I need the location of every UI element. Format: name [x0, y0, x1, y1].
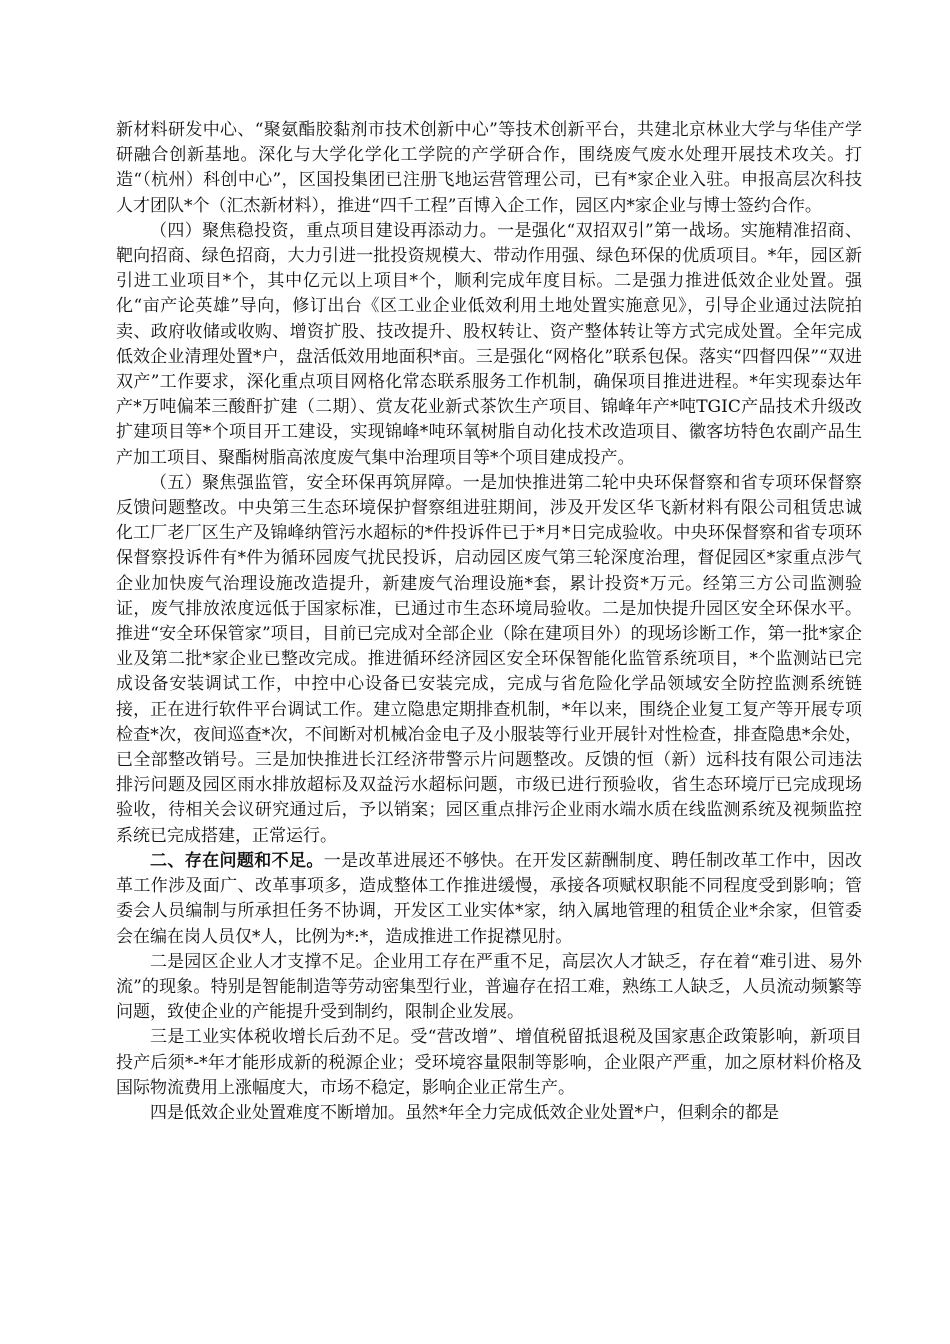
paragraph-talent: 二是园区企业人才支撑不足。企业用工存在严重不足，高层次人才缺乏，存在着“难引进、易外流”的现象。特别是智能制造等劳动密集型行业，普遍存在招工难，熟练工人缺乏，人员流动频繁等问题，致使企业的产能提升受到制约，限制企业发展。 — [116, 951, 862, 1023]
paragraph-investment: （四）聚焦稳投资，重点项目建设再添动力。一是强化“双招双引”第一战场。实施精准招商、靶向招商、绿色招商，大力引进一批投资规模大、带动作用强、绿色环保的优质项目。*年，园区新引进工业项目*个，其中亿元以上项目*个，顺利完成年度目标。二是强力推进低效企业处置。强化“亩产论英雄”导向，修订出台《区工业企业低效利用土地处置实施意见》，引导企业通过法院拍卖、政府收储或收购、增资扩股、技改提升、股权转让、资产整体转让等方式完成处置。全年完成低效企业清理处置*户，盘活低效用地面积*亩。三是强化“网格化”联系包保。落实“四督四保”“双进双产”工作要求，深化重点项目网格化常态联系服务工作机制，确保项目推进进程。*年实现泰达年产*万吨偏苯三酸酐扩建（二期）、赏友花业新式茶饮生产项目、锦峰年产*吨TGIC产品技术升级改扩建项目等*个项目开工建设，实现锦峰*吨环氧树脂自动化技术改造项目、徽客坊特色农副产品生产加工项目、聚酯树脂高浓度废气集中治理项目等*个项目建成投产。 — [116, 220, 862, 468]
section-heading-problems: 二、存在问题和不足。 — [150, 850, 324, 871]
paragraph-innovation-platforms: 新材料研发中心、“聚氨酯胶黏剂市技术创新中心”等技术创新平台，共建北京林业大学与华佳产学研融合创新基地。深化与大学化学化工学院的产学研合作，围绕废气废水处理开展技术攻关。打造“（杭州）科创中心”，区国投集团已注册飞地运营管理公司，已有*家企业入驻。申报高层次科技人才团队*个（汇杰新材料），推进“四千工程”百博入企工作，园区内*家企业与博士签约合作。 — [116, 120, 862, 216]
paragraph-supervision: （五）聚焦强监管，安全环保再筑屏障。一是加快推进第二轮中央环保督察和省专项环保督察反馈问题整改。中央第三生态环境保护督察组进驻期间，涉及开发区华飞新材料有限公司租赁忠诚化工厂老厂区生产及锦峰纳管污水超标的*件投诉件已于*月*日完成验收。中央环保督察和省专项环保督察投诉件有*件为循环园废气扰民投诉，启动园区废气第三轮深度治理，督促园区*家重点涉气企业加快废气治理设施改造提升，新建废气治理设施*套，累计投资*万元。经第三方公司监测验证，废气排放浓度远低于国家标准，已通过市生态环境局验收。二是加快提升园区安全环保水平。推进“安全环保管家”项目，目前已完成对全部企业（除在建项目外）的现场诊断工作，第一批*家企业及第二批*家企业已整改完成。推进循环经济园区安全环保智能化监管系统项目，*个监测站已完成设备安装调试工作，中控中心设备已安装完成，完成与省危险化学品领域安全防控监测系统链接，正在进行软件平台调试工作。建立隐患定期排查机制，*年以来，围绕企业复工复产等开展专项检查*次，夜间巡查*次，不间断对机械冶金电子及小服装等行业开展针对性检查，排查隐患*余处，已全部整改销号。三是加快推进长江经济带警示片问题整改。反馈的恒（新）远科技有限公司违法排污问题及园区雨水排放超标及双益污水超标问题，市级已进行预验收，省生态环境厅已完成现场验收，待相关会议研究通过后，予以销案；园区重点排污企业雨水端水质在线监测系统及视频监控系统已完成搭建，正常运行。 — [116, 472, 862, 846]
paragraph-problems-text: 一是改革进展还不够快。在开发区薪酬制度、聘任制改革工作中，因改革工作涉及面广、改革事项多，造成整体工作推进缓慢，承接各项赋权职能不同程度受到影响；管委会人员编制与所承担任务不协调，开发区工业实体*家，纳入属地管理的租赁企业*余家，但管委会在编在岗人员仅*人，比例为*:*，造成推进工作捉襟见肘。 — [116, 850, 862, 947]
paragraph-inefficient-enterprises: 四是低效企业处置难度不断增加。虽然*年全力完成低效企业处置*户，但剩余的都是 — [150, 1102, 779, 1123]
document-body — [116, 118, 862, 1126]
paragraph-problems — [116, 849, 862, 950]
paragraph-tax: 三是工业实体税收增长后劲不足。受“营改增”、增值税留抵退税及国家惠企政策影响，新项目投产后须*-*年才能形成新的税源企业；受环境容量限制等影响，企业限产严重，加之原材料价格及国际物流费用上涨幅度大，市场不稳定，影响企业正常生产。 — [116, 1027, 862, 1098]
